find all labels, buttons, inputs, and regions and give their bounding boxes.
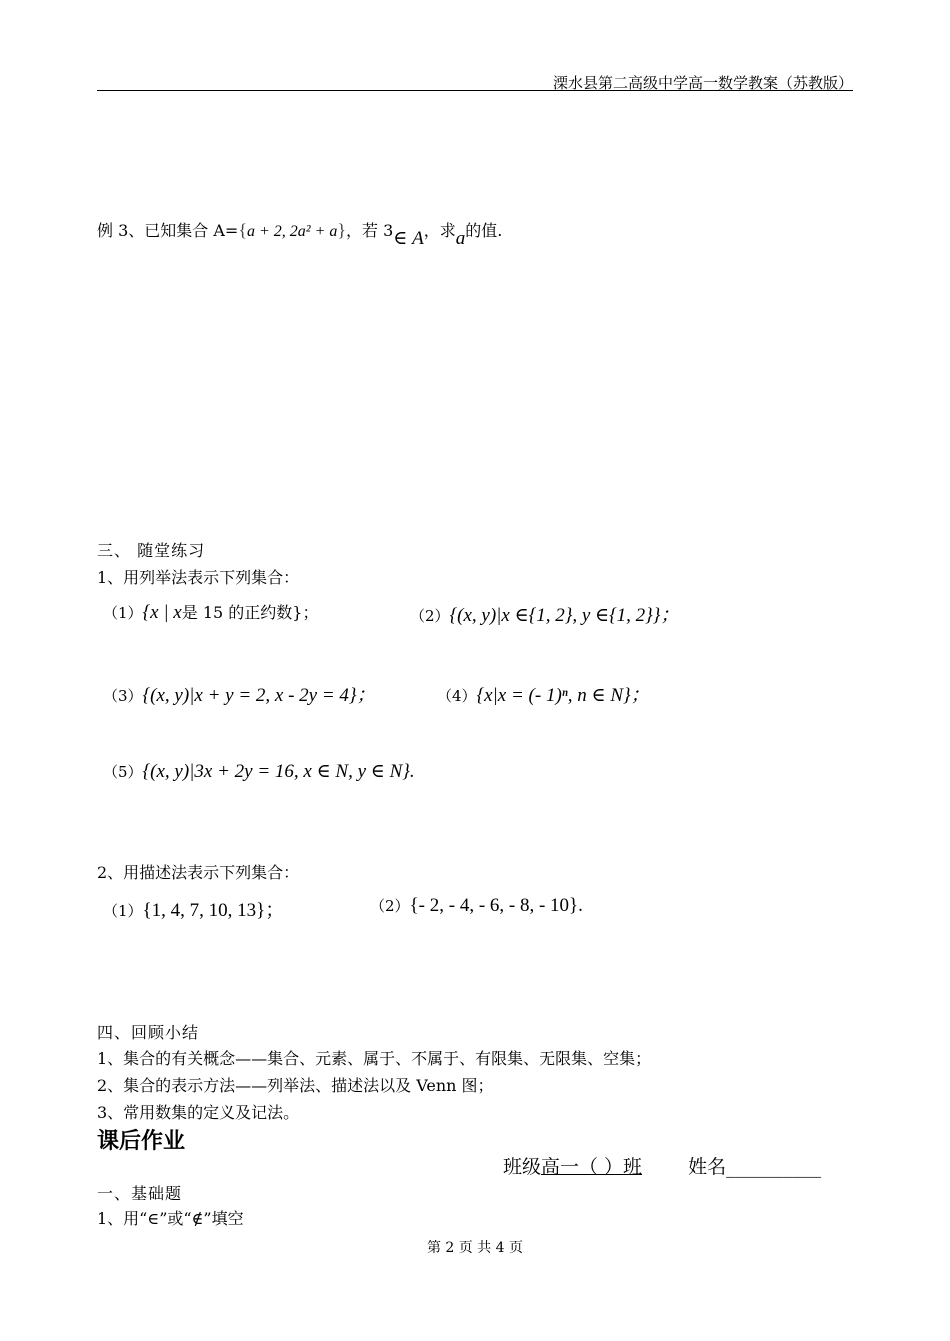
- example-3: [97, 218, 503, 249]
- describe-1: [103, 895, 284, 922]
- exercise-4: [437, 680, 650, 707]
- exercise-1-end: }；: [292, 603, 319, 622]
- summary-line-2: 2、集合的表示方法——列举法、描述法以及 Venn 图；: [97, 1076, 494, 1095]
- brace-close: }: [337, 220, 346, 240]
- exercise-2: [410, 600, 679, 627]
- class-value: 高一（ ）班: [541, 1156, 643, 1178]
- summary-line-3: 3、常用数集的定义及记法。: [97, 1103, 300, 1122]
- example-3-prefix: 例 3、已知集合 A=: [97, 221, 239, 240]
- exercise-1: [103, 600, 318, 624]
- example-3-mid: ，若 3: [346, 221, 394, 240]
- exercise-5-set: {(x, y)|3x + 2y = 16, x ∈ N, y ∈ N}.: [142, 761, 415, 782]
- example-3-belongs: ∈ A: [393, 228, 424, 249]
- name-label: 姓名: [688, 1156, 727, 1178]
- exercise-1-tail: 是 15 的正约数: [181, 603, 293, 622]
- example-3-set: a + 2, 2a² + a: [246, 223, 338, 240]
- exercise-4-set: {x|x = (- 1)ⁿ, n ∈ N}；: [476, 685, 650, 706]
- homework-title: 课后作业: [97, 1128, 186, 1154]
- brace-open: {: [238, 220, 247, 240]
- example-3-comma: ，求: [423, 221, 456, 240]
- name-blank: __________: [726, 1156, 822, 1178]
- describe-1-num: （1）: [103, 902, 143, 920]
- describe-2-set: {- 2, - 4, - 6, - 8, - 10}.: [409, 895, 583, 916]
- exercise-3-set: {(x, y)|x + y = 2, x - 2y = 4}；: [142, 685, 376, 706]
- exercise-5-num: （5）: [103, 763, 143, 781]
- exercise-2-set: {(x, y)|x ∈{1, 2}, y ∈{1, 2}}；: [449, 605, 680, 626]
- describe-2-num: （2）: [370, 897, 410, 915]
- basic-title: 一、基础题: [97, 1184, 183, 1203]
- header-rule: [97, 90, 853, 91]
- section-3-q2: 2、用描述法表示下列集合：: [97, 863, 300, 882]
- class-name-line: [503, 1152, 821, 1179]
- describe-2: [370, 895, 583, 917]
- section-3-title: 三、 随堂练习: [97, 541, 206, 560]
- exercise-3-num: （3）: [103, 687, 143, 705]
- page-header: 溧水县第二高级中学高一数学教案（苏教版）: [552, 74, 853, 92]
- exercise-3: [103, 680, 376, 707]
- exercise-4-num: （4）: [437, 687, 477, 705]
- class-label: 班级: [503, 1156, 542, 1178]
- exercise-1-set: {x | x: [142, 602, 182, 623]
- section-4-title: 四、回顾小结: [97, 1023, 200, 1042]
- exercise-1-num: （1）: [103, 604, 143, 622]
- summary-line-1: 1、集合的有关概念——集合、元素、属于、不属于、有限集、无限集、空集；: [97, 1049, 652, 1068]
- example-3-var: a: [455, 228, 466, 249]
- section-3-q1: 1、用列举法表示下列集合：: [97, 568, 300, 587]
- exercise-5: [103, 760, 415, 783]
- page-footer: 第 2 页 共 4 页: [426, 1240, 524, 1256]
- exercise-2-num: （2）: [410, 607, 450, 625]
- basic-q1: 1、用“∈”或“∉”填空: [97, 1209, 244, 1228]
- describe-1-set: {1, 4, 7, 10, 13}；: [142, 900, 285, 921]
- example-3-suffix: 的值.: [465, 221, 503, 240]
